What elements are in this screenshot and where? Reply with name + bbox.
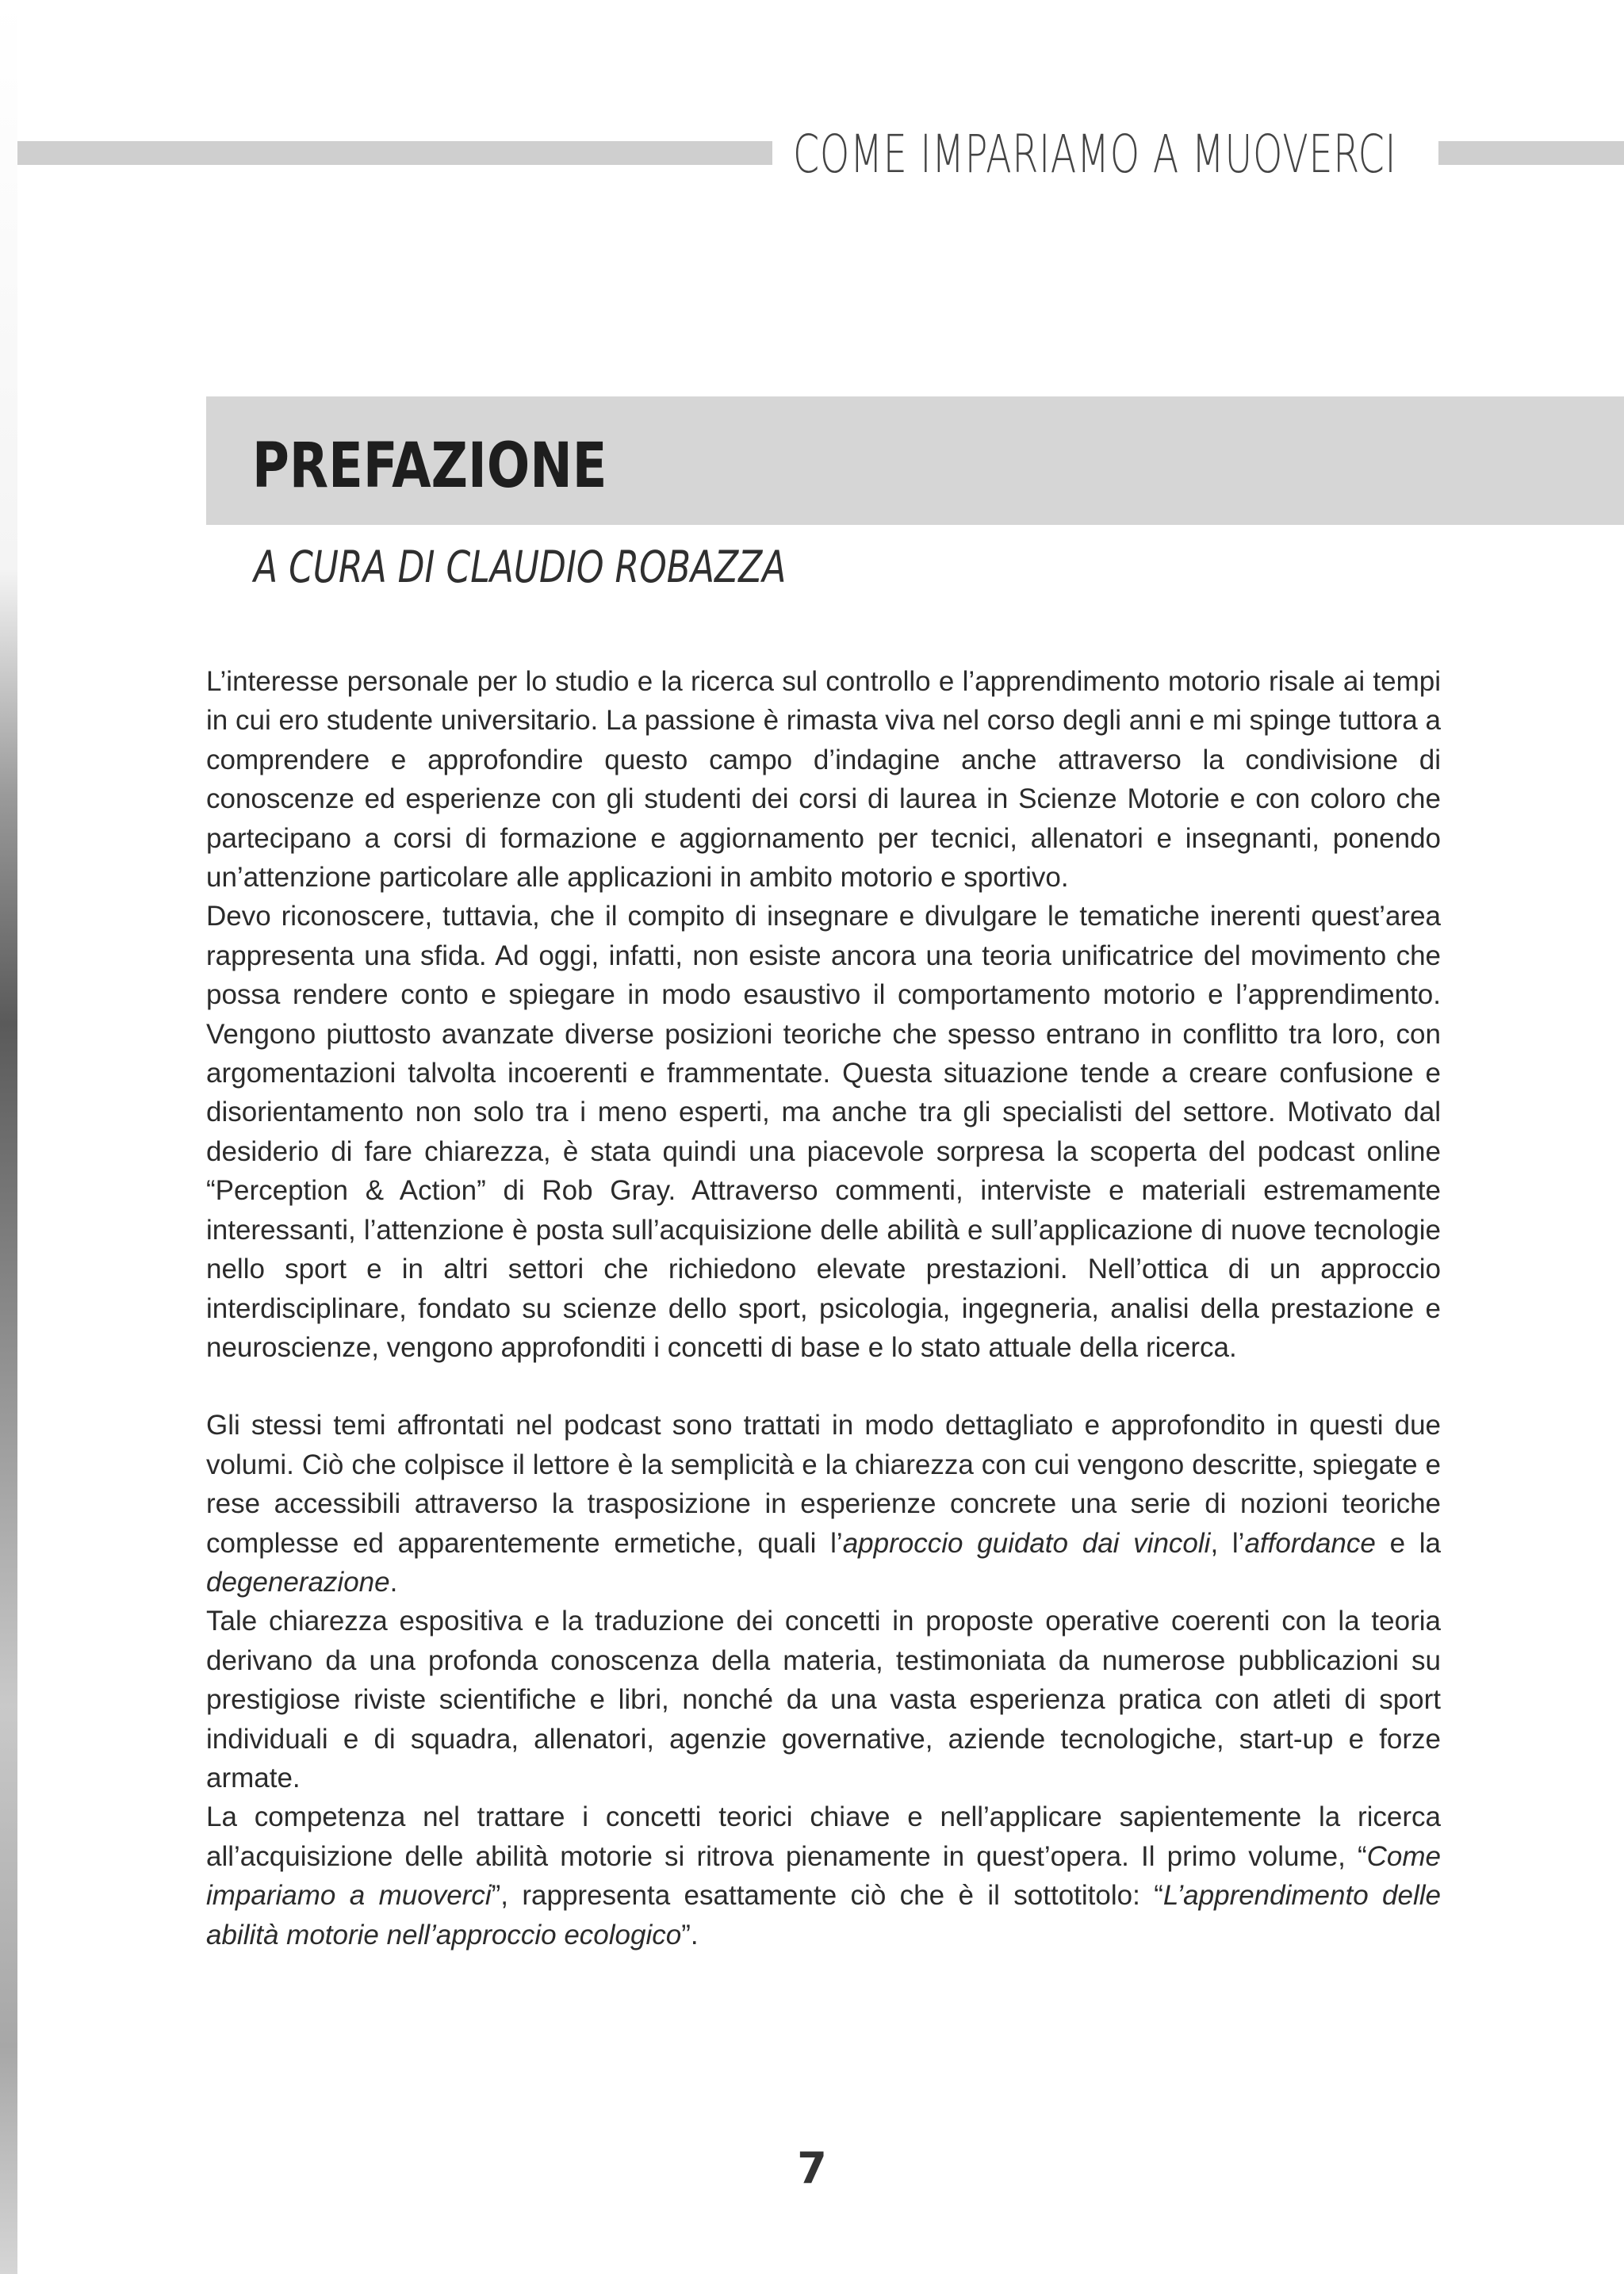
paragraph-5-text-a: La competenza nel trattare i concetti teorici chiave e nell’applicare sapientemente la ricerca all’acquisizione delle abilità motorie si ritrova pienamente in quest’opera. Il primo volume, “ [206,1801,1441,1872]
paragraph-5-text-b: ”, rappresenta esattamente ciò che è il sottotitolo: “ [491,1880,1163,1912]
paragraph-5-emphasis-2: L’apprendimento delle abilità motorie nell’approccio ecologico [206,1880,1442,1951]
body-text [206,662,1441,1954]
paragraph-5 [206,1797,1441,1954]
page-number: 7 [797,2143,827,2193]
edge-photo-strip [0,0,17,2274]
running-header-title: COME IMPARIAMO A MUOVERCI [793,124,1397,185]
paragraph-3-emphasis-2: affordance [1244,1527,1376,1559]
paragraph-3-text-c: e la [1375,1527,1442,1559]
paragraph-2: Devo riconoscere, tuttavia, che il compito di insegnare e divulgare le tematiche inerenti quest’area rappresenta una sfida. Ad oggi, infatti, non esiste ancora una teoria unificatrice del movimento che possa rendere conto e spiegare in modo esaustivo il comportamento motorio e l’apprendimento. Vengono piuttosto avanzate diverse posizioni teoriche che spesso entrano in conflitto tra loro, con argomentazioni talvolta incoerenti e frammentate. Questa situazione tende a creare confusione e disorientamento non solo tra i meno esperti, ma anche tra gli specialisti del settore. Motivato dal desiderio di fare chiarezza, è stata quindi una piacevole sorpresa la scoperta del podcast online “Perception & Action” di Rob Gray. Attraverso commenti, interviste e materiali estremamente interessanti, l’attenzione è posta sull’acquisizione delle abilità e sull’applicazione di nuove tecnologie nello sport e in altri settori che richiedono elevate prestazioni. Nell’ottica di un approccio interdisciplinare, fondato su scienze dello sport, psicologia, ingegneria, analisi della prestazione e neuroscienze, vengono approfonditi i concetti di base e lo stato attuale della ricerca. [206,901,1441,1363]
paragraph-3-text-d: . [389,1566,398,1598]
paragraph-3-text-b: , l’ [1210,1527,1245,1559]
chapter-author: A CURA DI CLAUDIO ROBAZZA [254,542,787,592]
chapter-title: PREFAZIONE [252,431,607,502]
paragraph-3 [206,1406,1441,1602]
paragraph-5-text-c: ”. [681,1919,699,1951]
paragraph-1: L’interesse personale per lo studio e la ricerca sul controllo e l’apprendimento motorio risale ai tempi in cui ero studente universitario. La passione è rimasta viva nel corso degli anni e mi spinge tuttora a comprendere e approfondire questo campo d’indagine anche attraverso la condivisione di conoscenze ed esperienze con gli studenti dei corsi di laurea in Scienze Motorie e con coloro che partecipano a corsi di formazione e aggiornamento per tecnici, allenatori e insegnanti, ponendo un’attenzione particolare alle applicazioni in ambito motorio e sportivo. [206,666,1441,894]
paragraph-5-emphasis-1: Come impariamo a muoverci [206,1840,1441,1912]
paragraph-3-text-a: Gli stessi temi affrontati nel podcast sono trattati in modo dettagliato e approfondito in questi due volumi. Ciò che colpisce il lettore è la semplicità e la chiarezza con cui vengono descritte, spiegate e rese accessibili attraverso la trasposizione in esperienze concrete una serie di nozioni teoriche complesse ed apparentemente ermetiche, quali l’ [206,1410,1441,1559]
paragraph-3-emphasis-3: degenerazione [206,1566,390,1598]
header-rule-left [17,141,772,165]
paragraph-3-emphasis-1: approccio guidato dai vincoli [842,1527,1211,1559]
header-rule-right [1438,141,1624,165]
paragraph-4: Tale chiarezza espositiva e la traduzione dei concetti in proposte operative coerenti con la teoria derivano da una profonda conoscenza della materia, testimoniata da numerose pubblicazioni su prestigiose riviste scientifiche e libri, nonché da una vasta esperienza pratica con atleti di sport individuali e di squadra, allenatori, agenzie governative, aziende tecnologiche, start-up e forze armate. [206,1606,1441,1794]
